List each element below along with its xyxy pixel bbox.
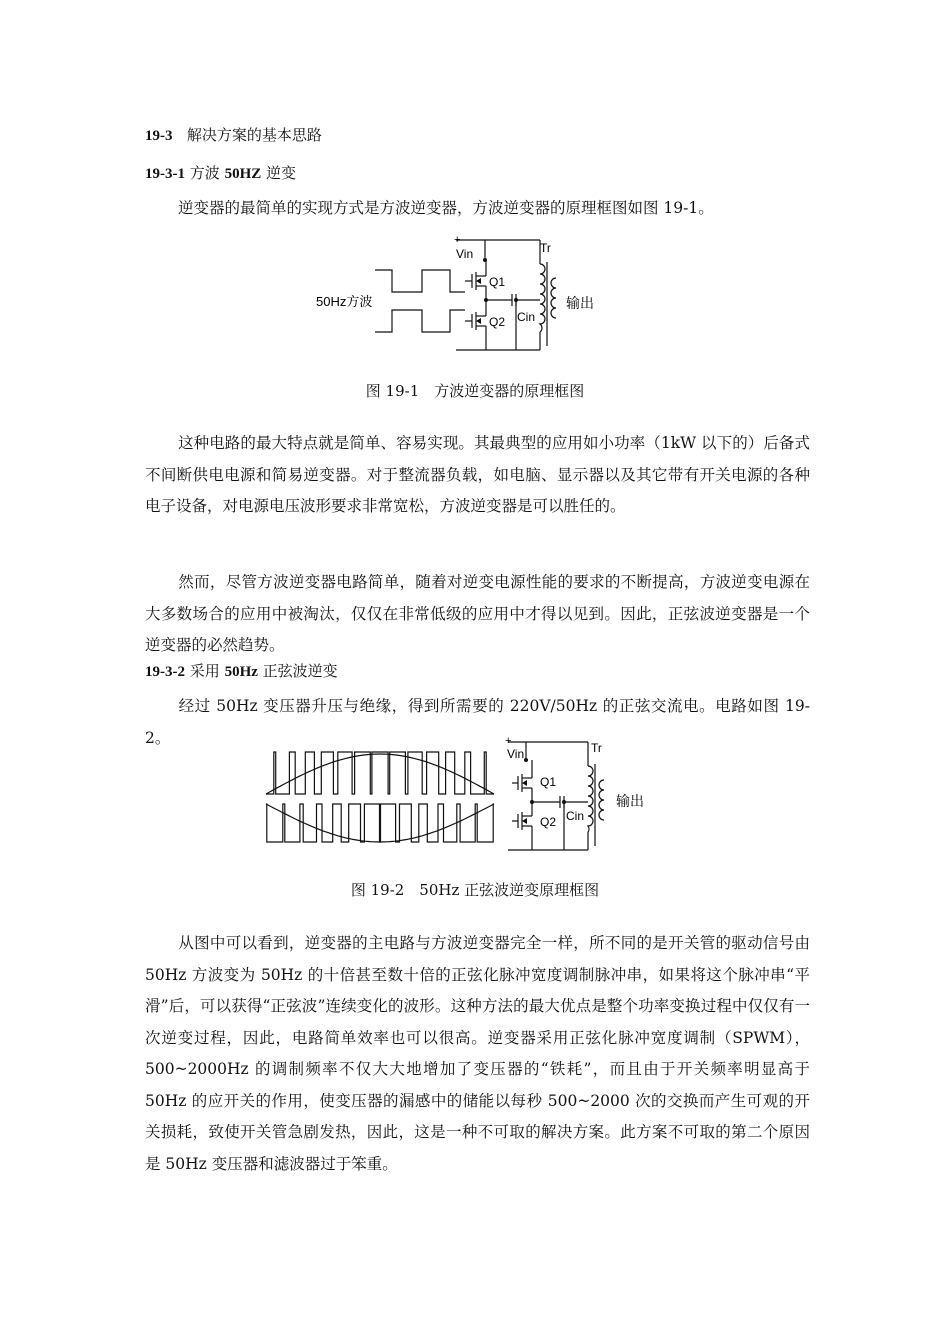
section-title-part: 采用	[189, 662, 225, 680]
q2-label: Q2	[540, 815, 557, 829]
figure-19-2-caption: 图 19-2 50Hz 正弦波逆变原理框图	[350, 881, 600, 899]
section-title: 解决方案的基本思路	[186, 126, 322, 144]
section-heading-19-3	[145, 124, 322, 145]
plus-label: +	[505, 735, 512, 747]
paragraph-5	[145, 928, 810, 1180]
paragraph-text: 这种电路的最大特点就是简单、容易实现。其最典型的应用如小功率（1kW 以下的）后备式不间断供电电源和简易逆变器。对于整流器负载，如电脑、显示器以及其它带有开关电源的各种电子设备，对电源电压波形要求非常宽松，方波逆变器是可以胜任的。	[145, 434, 810, 515]
vin-label: Vin	[456, 247, 474, 261]
section-number: 19-3-1	[145, 166, 185, 182]
section-title-bold: 50Hz	[224, 664, 258, 680]
paragraph-text: 然而，尽管方波逆变器电路简单，随着对逆变电源性能的要求的不断提高，方波逆变电源在大多数场合的应用中被淘汰，仅仅在非常低级的应用中才得以见到。因此，正弦波逆变器是一个逆变器的必然趋势。	[145, 573, 810, 654]
section-heading-19-3-2	[145, 660, 338, 681]
figure-19-1-diagram	[300, 234, 620, 358]
spwm-top-waveform	[266, 752, 494, 794]
sine-top-waveform	[266, 754, 494, 794]
q1-label: Q1	[489, 275, 506, 289]
section-heading-19-3-1	[145, 162, 296, 183]
q1-label: Q1	[540, 775, 557, 789]
plus-label: +	[454, 234, 461, 246]
tr-label: Tr	[591, 741, 602, 755]
cin-label: Cin	[517, 310, 536, 324]
input-label: 50Hz方波	[316, 294, 373, 309]
paragraph-2	[145, 428, 810, 523]
section-number: 19-3	[145, 128, 173, 144]
figure-19-1-caption: 图 19-1 方波逆变器的原理框图	[365, 382, 585, 400]
paragraph-text: 从图中可以看到，逆变器的主电路与方波逆变器完全一样，所不同的是开关管的驱动信号由 50Hz 方波变为 50Hz 的十倍甚至数十倍的正弦化脉冲宽度调制脉冲串，如果将这个脉冲串“平滑”后，可以获得“正弦波”连续变化的波形。这种方法的最大优点是整个功率变换过程中仅仅有一次逆变过程，因此，电路简单效率也可以很高。逆变器采用正弦化脉冲宽度调制（SPWM），500~2000Hz 的调制频率不仅大大地增加了变压器的“铁耗”，而且由于开关频率明显高于 50Hz 的应开关的作用，使变压器的漏感中的储能以每秒 500~2000 次的交换而产生可观的开关损耗，致使开关管急剧发热，因此，这是一种不可取的解决方案。此方案不可取的第二个原因是 50Hz 变压器和滤波器过于笨重。	[145, 934, 810, 1173]
spwm-bottom-waveform	[266, 804, 494, 842]
vin-label: Vin	[507, 747, 525, 761]
section-title-bold: 50HZ	[224, 166, 262, 182]
paragraph-text: 逆变器的最简单的实现方式是方波逆变器，方波逆变器的原理框图如图 19-1。	[178, 199, 714, 217]
paragraph-1	[145, 193, 810, 225]
q2-label: Q2	[489, 315, 506, 329]
output-label: 输出	[566, 295, 594, 311]
figure-19-2-diagram	[250, 734, 650, 858]
cin-label: Cin	[566, 809, 585, 823]
section-title-part: 正弦波逆变	[257, 662, 338, 680]
section-number: 19-3-2	[145, 664, 185, 680]
tr-label: Tr	[540, 241, 551, 255]
section-title-part: 逆变	[261, 164, 297, 182]
paragraph-3	[145, 567, 810, 662]
section-title-part: 方波	[189, 164, 225, 182]
output-label: 输出	[616, 793, 644, 809]
paragraph-text: 经过 50Hz 变压器升压与绝缘，得到所需要的 220V/50Hz 的正弦交流电。电路如图 19-2。	[145, 697, 810, 747]
